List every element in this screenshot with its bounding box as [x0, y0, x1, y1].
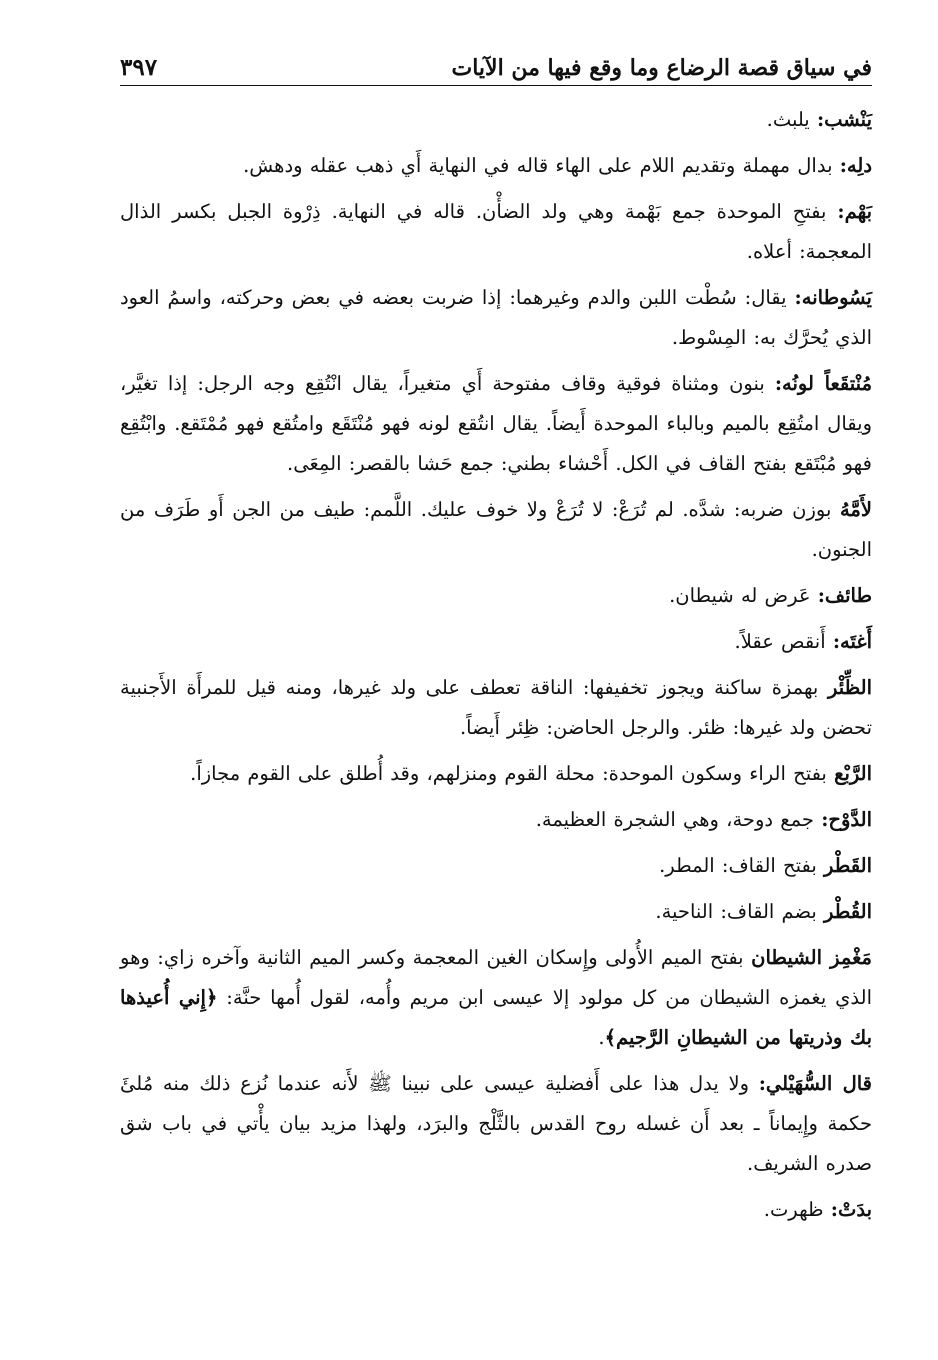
- glossary-entry: [120, 576, 872, 616]
- entry-definition: بدال مهملة وتقديم اللام على الهاء قاله في النهاية أَي ذهب عقله ودهش.: [243, 154, 840, 177]
- entry-term: مُنْتقَعاً لونُه:: [774, 372, 873, 395]
- glossary-entry: [120, 490, 872, 570]
- entry-term: الدَّوْح:: [821, 808, 872, 831]
- entry-definition: عَرض له شيطان.: [669, 584, 818, 607]
- entry-term: طائف:: [817, 584, 872, 607]
- glossary-entry: [120, 846, 872, 886]
- glossary-entries: [120, 100, 872, 1230]
- entry-definition: بفتح الراء وسكون الموحدة: محلة القوم ومنزلهم، وقد أُطلق على القوم مجازاً.: [190, 762, 835, 785]
- entry-term: القُطْر: [824, 900, 872, 923]
- entry-definition: بفتحِ الموحدة جمع بَهْمة وهي ولد الضأْن. قاله في النهاية. ذِرْوة الجبل بكسر الذال المعجمة: أعلاه.: [120, 200, 872, 263]
- running-header: [120, 40, 872, 86]
- glossary-entry: [120, 364, 872, 484]
- entry-term: القَطْر: [824, 854, 872, 877]
- glossary-entry: [120, 754, 872, 794]
- entry-term: أَغتَه:: [832, 630, 872, 653]
- entry-definition: ولا يدل هذا على أَفضلية عيسى على نبينا ﷺ لأَنه عندما نُزع ذلك منه مُلئَ حكمة وإِيماناً ـ بعد أَن غسله روح القدس بالثَّلْج والبرَد، ولهذا مزيد بيان يأْتي في باب شق صدره الشريف.: [120, 1072, 872, 1175]
- entry-definition: بوزن ضربه: شدَّه. لم تُرَعْ: لا تُرَعْ ولا خوف عليك. اللَّمم: طيف من الجن أَو طَرَف من الجنون.: [120, 498, 872, 561]
- entry-term: مَغْمِز الشيطان: [751, 946, 873, 969]
- entry-term: بدَتْ:: [830, 1198, 872, 1221]
- glossary-entry: [120, 892, 872, 932]
- entry-definition: يقال: سُطْت اللبن والدم وغيرهما: إذا ضربت بعضه في بعض وحركته، واسمُ العود الذي يُحرَّك به: المِسْوط.: [120, 286, 872, 349]
- glossary-entry: [120, 146, 872, 186]
- entry-definition: جمع دوحة، وهي الشجرة العظيمة.: [535, 808, 822, 831]
- glossary-entry: [120, 1064, 872, 1184]
- entry-definition: بهمزة ساكنة ويجوز تخفيفها: الناقة تعطف على ولد غيرها، ومنه قيل للمرأَة الأَجنبية تحضن ولد غيرها: ظئر. والرجل الحاضن: ظِئر أَيضاً.: [120, 676, 872, 739]
- entry-definition: بنون ومثناة فوقية وقاف مفتوحة أَي متغيراً، يقال انْتُقِع وجه الرجل: إذا تغيَّر، ويقال امتُقِع بالميم وبالباء الموحدة أَيضاً. يقال انتُقع لونه فهو مُنْتَقَع وامتُقع فهو مُمْتَقع. وابْتُقِع فهو مُبْتَقع بفتح القاف في الكل. أَحْشاء بطني: جمع حَشا بالقصر: المِعَى.: [120, 372, 872, 475]
- entry-definition: بفتح القاف: المطر.: [659, 854, 825, 877]
- glossary-entry: [120, 668, 872, 748]
- glossary-entry: [120, 938, 872, 1058]
- glossary-entry: [120, 278, 872, 358]
- entry-term: الرَّبْع: [834, 762, 872, 785]
- entry-term: دلِه:: [839, 154, 872, 177]
- page-number: ٣٩٧: [120, 54, 158, 81]
- entry-term: يَنْشب:: [816, 108, 872, 131]
- entry-term: قال السُّهَيْلي:: [758, 1072, 872, 1095]
- entry-definition: يلبث.: [766, 108, 817, 131]
- glossary-entry: [120, 192, 872, 272]
- entry-term: بَهْم:: [837, 200, 872, 223]
- entry-definition: بضم القاف: الناحية.: [655, 900, 825, 923]
- glossary-entry: [120, 800, 872, 840]
- entry-definition: أَنقص عقلاً.: [734, 630, 833, 653]
- entry-term: الظِّئْر: [828, 676, 872, 699]
- entry-term: يَسُوطانه:: [794, 286, 872, 309]
- entry-definition: بفتح الميم الأُولى وإِسكان الغين المعجمة وكسر الميم الثانية وآخره زاي: وهو الذي يغمزه الشيطان من كل مولود إلا عيسى ابن مريم وأُمه، لقول أُمها حنَّة:: [120, 946, 872, 1009]
- glossary-entry: [120, 1190, 872, 1230]
- running-title: في سياق قصة الرضاع وما وقع فيها من الآيات: [451, 55, 872, 81]
- book-page: [120, 40, 872, 1330]
- glossary-entry: [120, 622, 872, 662]
- entry-tail: .: [598, 1026, 605, 1049]
- entry-definition: ظهرت.: [763, 1198, 831, 1221]
- entry-term: لأَمَّهُ: [839, 498, 872, 521]
- quran-verse-quote: ﴿إِني أُعيذها بك وذريتها من الشيطانِ الرَّجيم﴾: [120, 986, 872, 1049]
- glossary-entry: [120, 100, 872, 140]
